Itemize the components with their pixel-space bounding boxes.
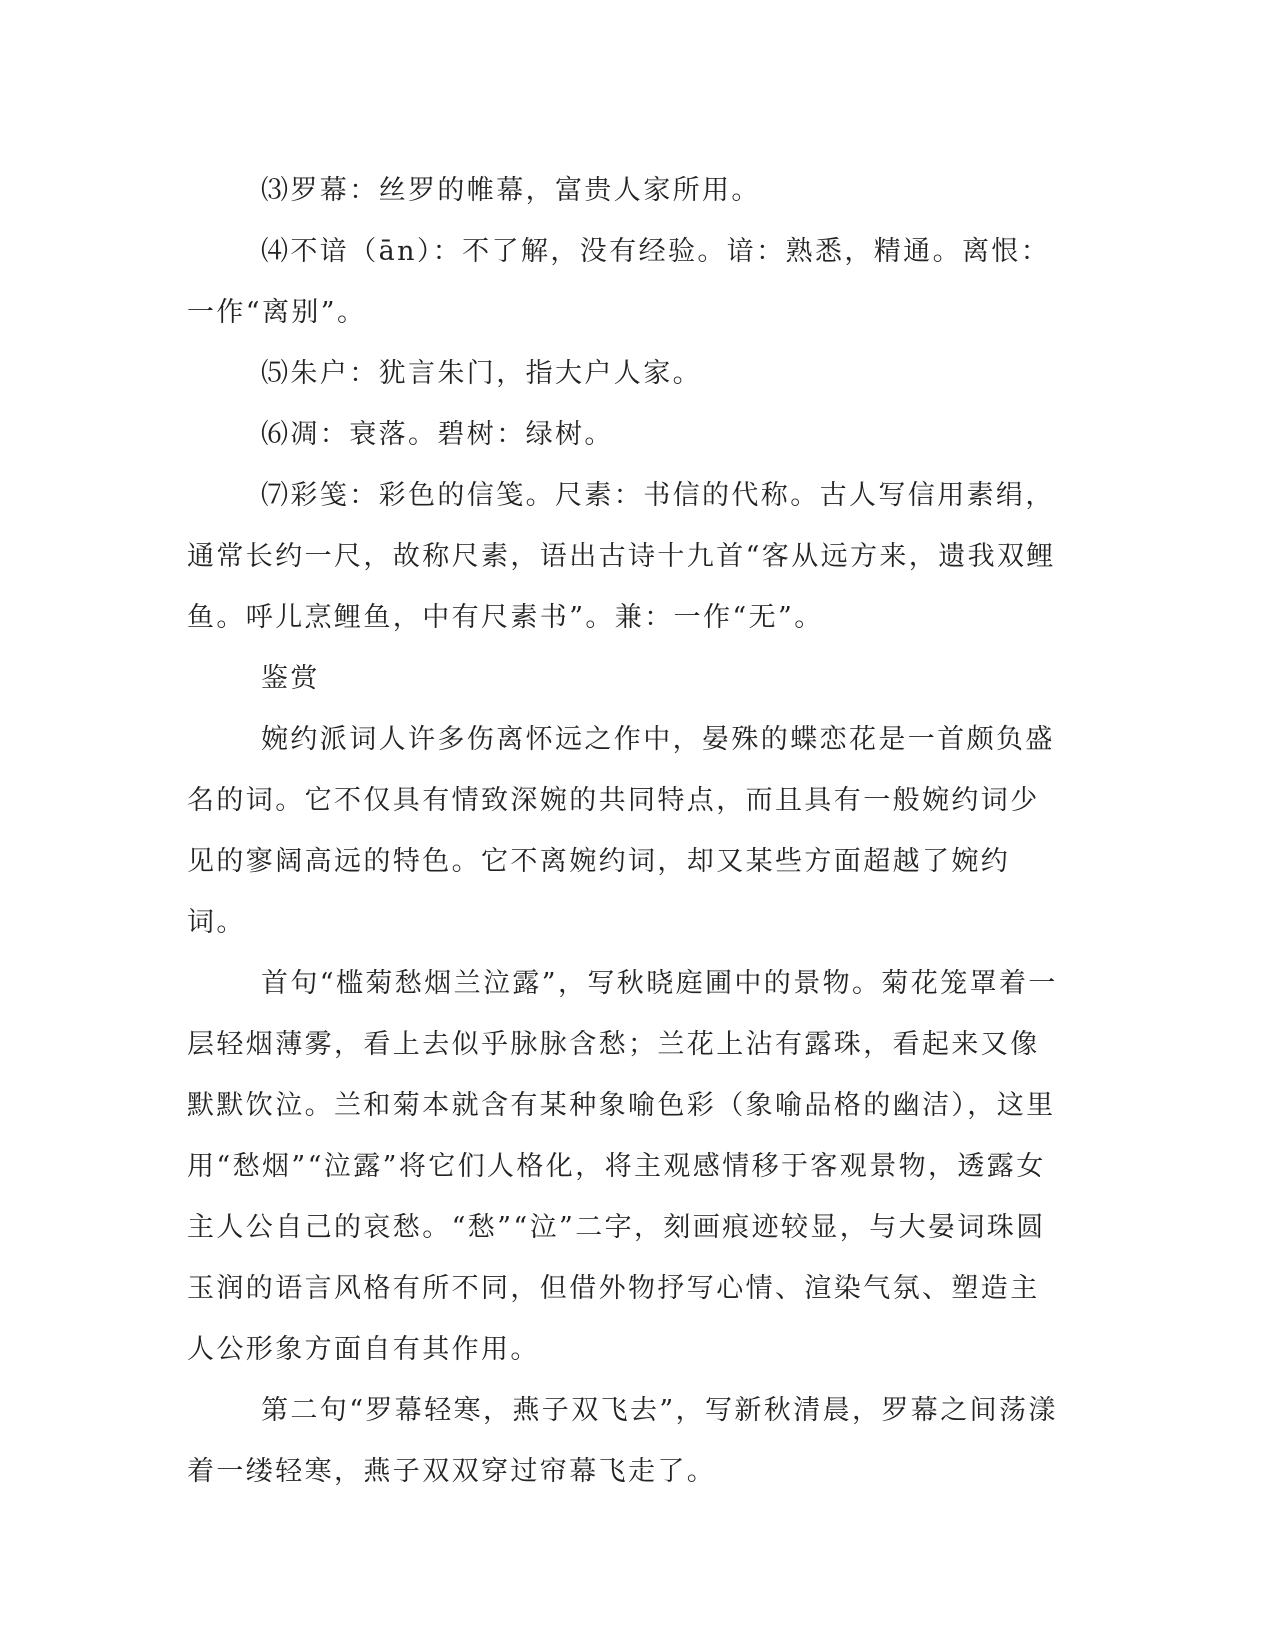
note-6: ⑹凋：衰落。碧树：绿树。: [261, 419, 614, 450]
document-body: [187, 160, 1067, 1502]
section-heading-appreciation: 鉴赏: [261, 663, 320, 694]
appreciation-paragraph-2: 首句“槛菊愁烟兰泣露”，写秋晓庭圃中的景物。菊花笼罩着一层轻烟薄雾，看上去似乎脉脉含愁；兰花上沾有露珠，看起来又像默默饮泣。兰和菊本就含有某种象喻色彩（象喻品格的幽洁），这里用“愁烟”“泣露”将它们人格化，将主观感情移于客观景物，透露女主人公自己的哀愁。“愁”“泣”二字，刻画痕迹较显，与大晏词珠圆玉润的语言风格有所不同，但借外物抒写心情、渲染气氛、塑造主人公形象方面自有其作用。: [187, 968, 1058, 1365]
appreciation-paragraph-1: 婉约派词人许多伤离怀远之作中，晏殊的蝶恋花是一首颇负盛名的词。它不仅具有情致深婉的共同特点，而且具有一般婉约词少见的寥阔高远的特色。它不离婉约词，却又某些方面超越了婉约词。: [187, 724, 1055, 938]
note-3: ⑶罗幕：丝罗的帷幕，富贵人家所用。: [261, 175, 761, 206]
note-4: ⑷不谙（ān）：不了解，没有经验。谙：熟悉，精通。离恨：一作“离别”。: [187, 236, 1051, 328]
appreciation-paragraph-3: 第二句“罗幕轻寒，燕子双飞去”，写新秋清晨，罗幕之间荡漾着一缕轻寒，燕子双双穿过帘幕飞走了。: [187, 1395, 1058, 1487]
note-7: ⑺彩笺：彩色的信笺。尺素：书信的代称。古人写信用素绢，通常长约一尺，故称尺素，语出古诗十九首“客从远方来，遗我双鲤鱼。呼儿烹鲤鱼，中有尺素书”。兼：一作“无”。: [187, 480, 1056, 633]
note-5: ⑸朱户：犹言朱门，指大户人家。: [261, 358, 702, 389]
